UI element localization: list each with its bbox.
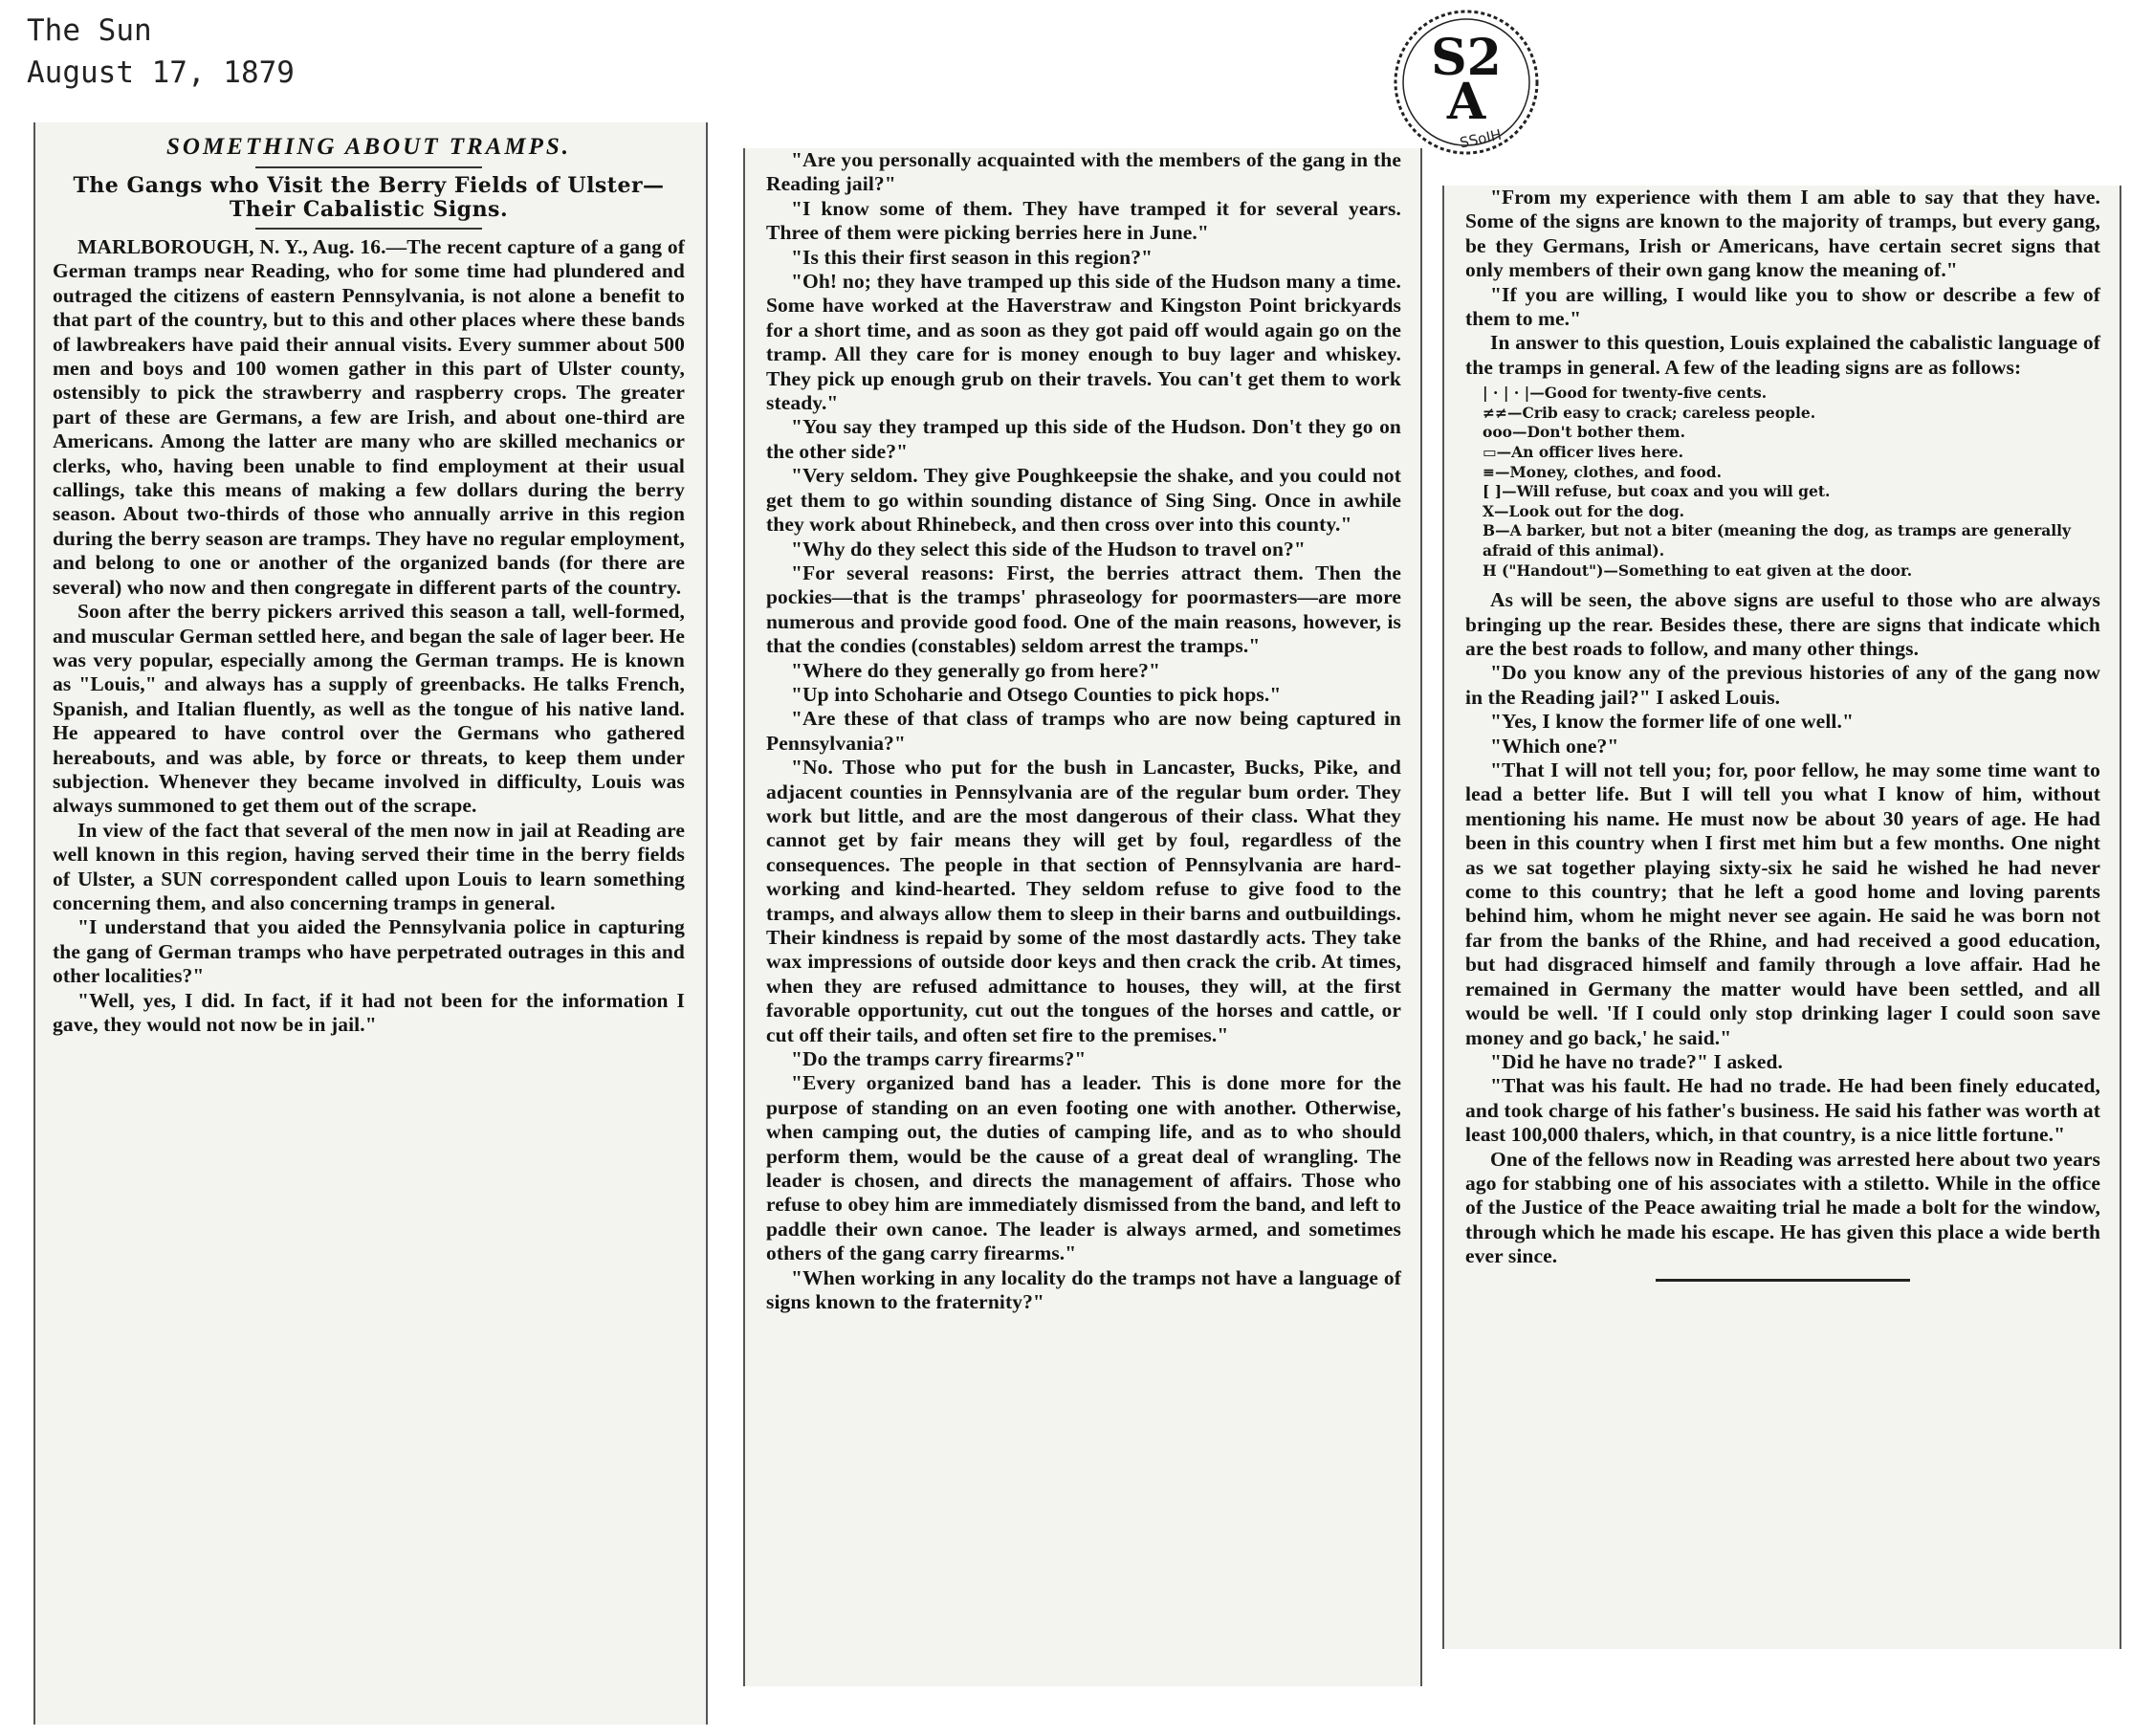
paragraph: "Oh! no; they have tramped up this side of the Hudson many a time. Some have worked at the Haverstraw and Kingston Point brickyards for a short time, and as soon as they got paid off would again go on the tramp. All they care for is money enough to buy lager and whiskey. They pick up enough grub on their travels. You can't get them to work steady." [766, 270, 1401, 415]
tramp-sign-item: ooo—Don't bother them. [1483, 423, 1685, 442]
tramp-sign-item: [ ]—Will refuse, but coax and you will get. [1483, 482, 1831, 501]
article-headline: SOMETHING ABOUT TRAMPS. [166, 134, 571, 160]
paragraph: "Every organized band has a leader. This is done more for the purpose of standing on an even footing one with another. Otherwise, when camping out, the duties of camping life, and as to who should perform them, would be the cause of a great deal of wrangling. The leader is chosen, and directs the management of affairs. Those who refuse to obey him are immediately dismissed from the band, and left to paddle their own canoe. The leader is always armed, and sometimes others of the gang carry firearms." [766, 1071, 1401, 1265]
subheadline-rule [255, 228, 483, 230]
paragraph: "Do you know any of the previous histories of any of the gang now in the Reading jail?" I asked Louis. [1465, 661, 2100, 709]
ssoih-stamp-logo [1390, 6, 1543, 159]
paragraph: "From my experience with them I am able to say that they have. Some of the signs are known to the majority of tramps, but every gang, be they Germans, Irish or Americans, have certain secret signs that only members of their own gang know the meaning of." [1465, 186, 2100, 282]
svg-text:S2: S2 [1431, 29, 1502, 87]
paragraph: "If you are willing, I would like you to show or describe a few of them to me." [1465, 282, 2100, 331]
paragraph: "Very seldom. They give Poughkeepsie the shake, and you could not get them to go within sounding distance of Sing Sing. Once in awhile they work about Rhinebeck, and then cross over into this county." [766, 464, 1401, 537]
tramp-sign-item: | · | · |—Good for twenty-five cents. [1483, 384, 1768, 403]
tramp-sign-item: B—A barker, but not a biter (meaning the dog, as tramps are generally afraid of this animal). [1483, 521, 2072, 560]
paragraph: "Well, yes, I did. In fact, if it had not been for the information I gave, they would not now be in jail." [53, 988, 685, 1036]
paragraph: In view of the fact that several of the men now in jail at Reading are well known in this region, having served their time in the berry fields of Ulster, a SUN correspondent called upon Louis to learn something concerning them, and also concerning tramps in general. [53, 818, 685, 914]
stamp-text: SSoIH [1458, 125, 1504, 152]
paragraph: "That I will not tell you; for, poor fellow, he may some time want to lead a better life. But I will tell you what I know of him, without mentioning his name. He must now be about 30 years of age. He had been in this country when I first met him but a few months. One night as we sat together playing sixty-six he said he wished he had never come to this country; that he left a good home and loving parents behind him, whom he might never see again. He said he was born not far from the banks of the Rhine, and had received a good education, but had disgraced himself and family through a love affair. Had he remained in Germany the matter would have been settled, and all would be well. 'If I could only stop drinking lager I could soon save money and go back,' he said." [1465, 758, 2100, 1049]
paragraph: "Up into Schoharie and Otsego Counties to pick hops." [791, 682, 1282, 706]
paragraph: "That was his fault. He had no trade. He had been finely educated, and took charge of his father's business. He said his father was worth at least 100,000 thalers, which, in that country, is a nice little fortune." [1465, 1074, 2100, 1147]
paragraph: "When working in any locality do the tramps not have a language of signs known to the fraternity?" [766, 1265, 1401, 1314]
paragraph: "Which one?" [1490, 734, 1619, 758]
paragraph: "Are these of that class of tramps who are now being captured in Pennsylvania?" [766, 707, 1401, 755]
tramp-sign-item: ≡—Money, clothes, and food. [1483, 462, 1723, 481]
tramp-signs-list [1465, 384, 2100, 581]
article-column-3 [1442, 186, 2121, 1649]
paragraph: "You say they tramped up this side of the Hudson. Don't they go on the other side?" [766, 415, 1401, 463]
publication-date: August 17, 1879 [27, 55, 295, 90]
headline-rule [255, 166, 483, 168]
paragraph: "Is this their first season in this region?" [791, 245, 1153, 269]
tramp-sign-item: ≠≠—Crib easy to crack; careless people. [1483, 403, 1816, 422]
tramp-sign-item: ▭—An officer lives here. [1483, 443, 1683, 462]
paragraph: "Why do they select this side of the Hudson to travel on?" [791, 537, 1306, 560]
svg-text:A: A [1446, 73, 1486, 131]
paragraph: Soon after the berry pickers arrived this season a tall, well-formed, and muscular German settled here, and began the sale of lager beer. He was very popular, especially among the German tramps. He is known as "Louis," and always has a supply of greenbacks. He talks French, Spanish, and Italian fluently, as well as the tongue of his native land. He appeared to have control over the Germans who gathered hereabouts, and was able, by force or threats, to keep them under subjection. Whenever they became involved in difficulty, Louis was always summoned to get them out of the scrape. [53, 600, 685, 818]
paragraph: One of the fellows now in Reading was arrested here about two years ago for stabbing one of his associates with a stiletto. While in the office of the Justice of the Peace awaiting trial he made a bolt for the window, through which he made his escape. He has given this place a wide berth ever since. [1465, 1147, 2100, 1268]
paragraph: In answer to this question, Louis explained the cabalistic language of the tramps in general. A few of the leading signs are as follows: [1465, 331, 2100, 379]
paragraph: "I know some of them. They have tramped it for several years. Three of them were picking berries here in June." [766, 196, 1401, 245]
article-column-2 [743, 148, 1422, 1686]
tramp-sign-item: H ("Handout")—Something to eat given at the door. [1483, 560, 1913, 580]
article-end-rule [1656, 1279, 1910, 1282]
paragraph: MARLBOROUGH, N. Y., Aug. 16.—The recent capture of a gang of German tramps near Reading, who for some time had plundered and outraged the citizens of eastern Pennsylvania, is not alone a benefit to that part of the country, but to this and other places where these bands of lawbreakers have paid their annual visits. Every summer about 500 men and boys and 100 women gather in this part of Ulster county, ostensibly to pick the strawberry and raspberry crops. The greater part of these are Germans, a few are Irish, and about one-third are Americans. Among the latter are many who are skilled mechanics or clerks, who, having been unable to find employment at their usual callings, take this means of making a few dollars during the berry season. About two-thirds of those who annually arrive in this region during the berry season are tramps. They have no regular employment, and belong to one or another of the organized bands (for there are several) who now and then congregate in different parts of the country. [53, 235, 685, 599]
publication-name: The Sun [27, 13, 152, 48]
paragraph: "Yes, I know the former life of one well." [1490, 710, 1854, 734]
paragraph: "I understand that you aided the Pennsylvania police in capturing the gang of German tramps who have perpetrated outrages in this and other localities?" [53, 915, 685, 988]
article-subheadline: The Gangs who Visit the Berry Fields of Ulster—Their Cabalistic Signs. [73, 173, 665, 222]
paragraph: "Where do they generally go from here?" [791, 658, 1161, 682]
paragraph: "Do the tramps carry firearms?" [791, 1047, 1087, 1071]
paragraph: "For several reasons: First, the berries attract them. Then the pockies—that is the tramps' phraseology for poormasters—are more numerous and provide good food. One of the main reasons, however, is that the condies (constables) seldom arrest the tramps." [766, 560, 1401, 658]
paragraph: "No. Those who put for the bush in Lancaster, Bucks, Pike, and adjacent counties in Pennsylvania are of the regular bum order. They work but little, and are the most dangerous of their class. What they cannot get by fair means they will get by foul, regardless of the consequences. The people in that section of Pennsylvania are hard-working and kind-hearted. They seldom refuse to give food to the tramps, and always allow them to sleep in their barns and outbuildings. Their kindness is repaid by some of the most dastardly acts. They take wax impressions of outside door keys and then crack the crib. At times, when they are refused admittance to houses, they will, at the first favorable opportunity, cut out the tongues of the horses and cattle, or cut off their tails, and often set fire to the premises." [766, 756, 1401, 1046]
paragraph: "Are you personally acquainted with the members of the gang in the Reading jail?" [766, 148, 1401, 196]
paragraph: As will be seen, the above signs are useful to those who are always bringing up the rear. Besides these, there are signs that indicate which are the best roads to follow, and many other things. [1465, 588, 2100, 660]
article-column-1 [33, 122, 708, 1725]
tramp-sign-item: X—Look out for the dog. [1483, 501, 1685, 520]
caption [27, 10, 295, 94]
paragraph: "Did he have no trade?" I asked. [1490, 1049, 1784, 1073]
